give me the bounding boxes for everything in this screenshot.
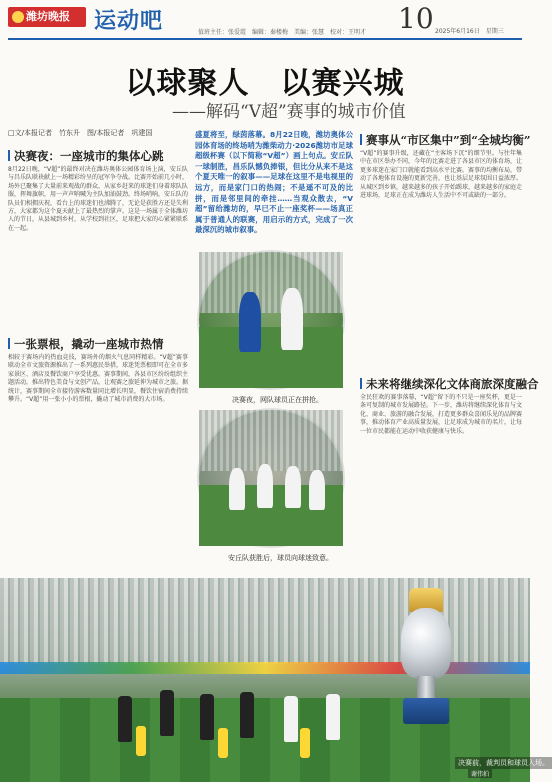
photo-caption: 安丘队获胜后，球员向球迷致意。 (228, 554, 333, 562)
page-number: 10 (398, 2, 434, 35)
heading-bar (360, 134, 362, 145)
section-title: 运动吧 (94, 8, 164, 34)
player-figure (257, 464, 273, 508)
trophy-base (403, 698, 449, 724)
section-heading (8, 336, 164, 352)
photo-pitch (199, 327, 343, 388)
section-heading-text: 赛事从“市区集中”到“全城均衡” (366, 133, 531, 147)
player-figure (229, 468, 245, 510)
match-photo-1 (197, 250, 345, 390)
heading-bar (8, 338, 10, 349)
section-body: 全民狂欢的赛事落幕，“V超”留下的不只是一座奖杯，更是一条可复制的城市发展路径。下一步，潍坊将继续深化体育与文化、商业、旅游的融合发展，打造更多群众喜闻乐见的品牌赛事，推动体育产业高质量发展，让足球成为城市的名片，让每一位市民都能在运动中收获健康与快乐。 (360, 394, 523, 435)
logo-icon (12, 11, 24, 23)
masthead-rule (8, 38, 522, 40)
referee-figure (118, 696, 132, 742)
section-body: 相较于赛场内的热血竞技，赛场外的烟火气息同样精彩。“V超”赛事联动全市文旅资源推出了一系列惠民举措，球迷凭票根即可在全市多家景区、酒店及餐饮商户享受优惠。赛事期间，各县市区纷纷组织主题活动，推出特色美食与文创产品，让观赛之旅延伸为城市之旅。据统计，赛事期间全市接待游客数量同比增长明显，餐饮住宿消费持续攀升。“V超”用一张小小的票根，撬动了城市消费的大市场。 (8, 354, 189, 404)
escort-kid-figure (136, 726, 146, 756)
trophy-icon (395, 588, 457, 738)
photo-credit: 谢伟拍 (468, 769, 492, 778)
section-heading-text: 一张票根，撬动一座城市热情 (14, 337, 164, 351)
trophy-stem (417, 676, 435, 700)
section-body: “V超”的赛事升级，还藏在“主客场下沉”的细节里。与往年集中在市区举办不同，今年的比赛走进了各县市区的体育场，让更多球迷在家门口就能看到高水平比赛。赛事的均衡布局，带动了各地体育设施的更新完善，也让基层足球氛围日益浓厚。从城区到乡镇，越来越多的孩子开始踢球，越来越多的家庭走进球场，足球正在成为潍坊人生活中不可或缺的一部分。 (360, 150, 523, 200)
section-heading (360, 376, 539, 392)
photo-caption: 决赛夜，网队球员正在拼抢。 (232, 396, 323, 404)
player-figure (284, 696, 298, 742)
staff-credits: 值班主任：张爱霞 编辑：秦楼梅 美编：张慧 校对：王明才 (198, 29, 367, 36)
escort-kid-figure (300, 728, 310, 758)
player-figure (239, 292, 261, 352)
trophy-cup (401, 608, 451, 678)
photo-stands (199, 252, 343, 313)
referee-figure (200, 694, 214, 740)
heading-bar (8, 150, 10, 161)
section-heading (8, 148, 164, 164)
escort-kid-figure (218, 728, 228, 758)
article-headline: 以球聚人 以赛兴城 (125, 66, 405, 101)
photo-caption: 决赛前，裁判员和球员入场。 (455, 757, 552, 769)
article-subhead: ——解码“V超”赛事的城市价值 (172, 102, 406, 122)
section-heading (360, 132, 530, 148)
referee-figure (240, 692, 254, 738)
player-figure (285, 466, 301, 508)
logo-text: 潍坊晚报 (26, 10, 70, 23)
newspaper-logo (8, 7, 86, 27)
section-heading-text: 未来将继续深化文体商旅深度融合 (366, 377, 539, 391)
section-body: 8月22日晚，“V超”的最终对决在潍坊奥体公园体育场上演，安丘队与昌乐队联袂献上一场精彩纷呈的冠军争夺战。比赛开始前几小时，场外已聚集了大量前来观战的群众，从家乡赶来的球迷们身着球队队服，挥舞旗帜，用一声声呐喊为主队加油鼓劲。终场哨响，安丘队的队员们相拥庆祝，看台上的球迷们也沸腾了，无论是获胜方还是失利方，大家都为这个夏天献上了最热烈的掌声。这是一场属于全体潍坊人的节日，从县城到乡村，从学校到社区，足球把大家的心紧紧联系在一起。 (8, 166, 189, 232)
masthead (0, 0, 530, 40)
issue-date: 2025年6月16日 星期三 (435, 28, 504, 35)
player-figure (326, 694, 340, 740)
article-intro: 盛夏将至，绿茵落幕。8月22日晚，潍坊奥体公园体育场的终场哨为潍柴动力·2026潍坊市足球超级杯赛（以下简称“V超”）画上句点。安丘队一球制胜，昌乐队憾负捧银，但比分从来不是这个夏天唯一的叙事——足球在这里不是电视里的远方，而是家门口的热闹；不是遥不可及的比拼，而是邻里间的牵挂……当观众散去，“V超”留给潍坊的，早已不止一座奖杯——场真正属于普通人的联赛，用启示的方式，完成了一次最深沉的城市叙事。 (195, 130, 353, 235)
article-byline: □文/本报记者 竹东升 图/本报记者 巩建国 (8, 129, 153, 137)
photo-stands (199, 410, 343, 471)
heading-bar (360, 378, 362, 389)
section-heading-text: 决赛夜：一座城市的集体心跳 (14, 149, 164, 163)
player-figure (309, 470, 325, 510)
match-photo-2 (197, 408, 345, 548)
referee-figure (160, 690, 174, 736)
player-figure (281, 288, 303, 350)
